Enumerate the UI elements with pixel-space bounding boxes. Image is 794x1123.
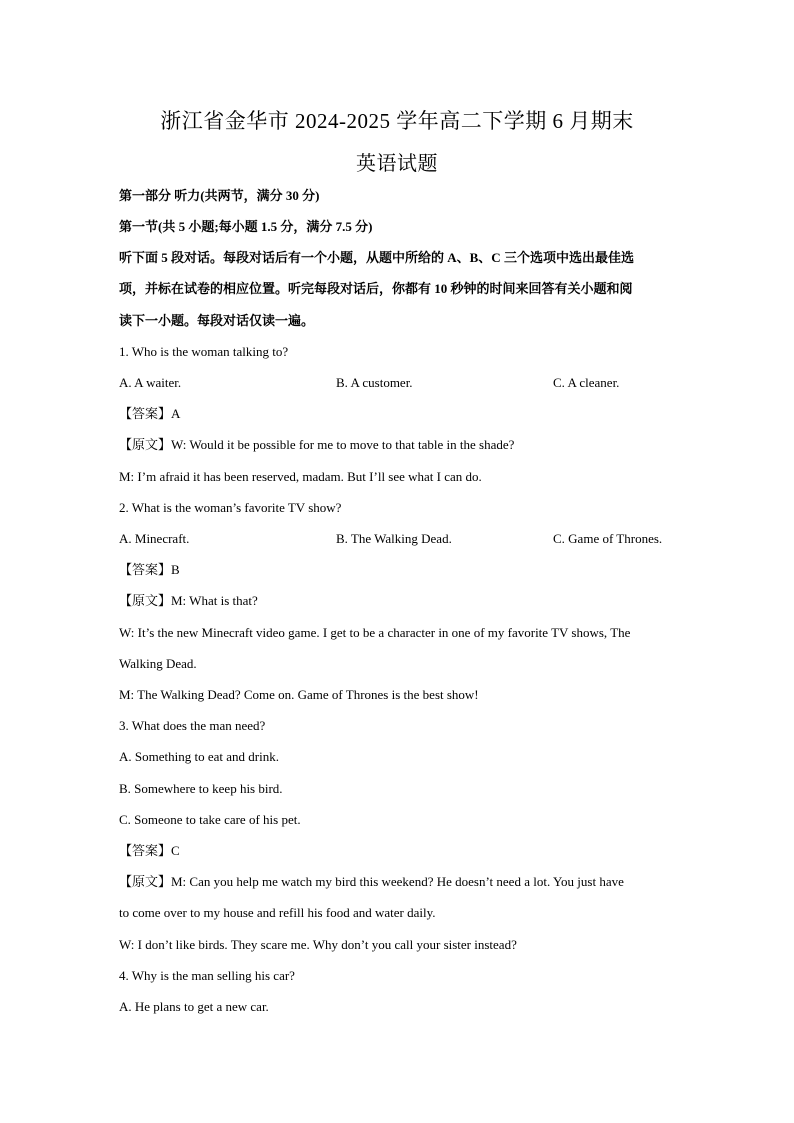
q3-option-c: C. Someone to take care of his pet. <box>119 812 301 827</box>
q3-script-line: 【原文】M: Can you help me watch my bird this weekend? He doesn’t need a lot. You just have <box>119 874 624 889</box>
q3-script-line: to come over to my house and refill his food and water daily. <box>119 905 436 920</box>
q1-script-line: 【原文】W: Would it be possible for me to move to that table in the shade? <box>119 437 515 452</box>
q3-script-line: W: I don’t like birds. They scare me. Why don’t you call your sister instead? <box>119 937 517 952</box>
q2-script-line: M: The Walking Dead? Come on. Game of Thrones is the best show! <box>119 687 479 702</box>
instruction-line: 听下面 5 段对话。每段对话后有一个小题，从题中所给的 A、B、C 三个选项中选出最佳选 <box>119 250 634 265</box>
question-2: 2. What is the woman’s favorite TV show? <box>119 500 342 515</box>
q1-option-b: B. A customer. <box>336 375 413 390</box>
q2-option-a: A. Minecraft. <box>119 531 190 546</box>
instruction-line: 项，并标在试卷的相应位置。听完每段对话后，你都有 10 秒钟的时间来回答有关小题和阅 <box>119 281 633 296</box>
q2-script-line: Walking Dead. <box>119 656 197 671</box>
q2-answer: 【答案】B <box>119 562 180 577</box>
section-heading: 第一节(共 5 小题;每小题 1.5 分，满分 7.5 分) <box>119 219 373 234</box>
q1-script-line: M: I’m afraid it has been reserved, madam. But I’ll see what I can do. <box>119 469 482 484</box>
q3-answer: 【答案】C <box>119 843 180 858</box>
q2-option-b: B. The Walking Dead. <box>336 531 452 546</box>
question-1: 1. Who is the woman talking to? <box>119 344 289 359</box>
q4-option-a: A. He plans to get a new car. <box>119 999 269 1014</box>
instruction-line: 读下一小题。每段对话仅读一遍。 <box>119 313 315 328</box>
q3-option-a: A. Something to eat and drink. <box>119 749 279 764</box>
question-4: 4. Why is the man selling his car? <box>119 968 295 983</box>
q1-answer: 【答案】A <box>119 406 181 421</box>
q2-script-line: W: It’s the new Minecraft video game. I get to be a character in one of my favorite TV shows, The <box>119 625 631 640</box>
q2-option-c: C. Game of Thrones. <box>553 531 663 546</box>
document-title: 浙江省金华市 2024-2025 学年高二下学期 6 月期末 <box>160 109 634 133</box>
document-subtitle: 英语试题 <box>356 153 438 175</box>
q2-script-line: 【原文】M: What is that? <box>119 593 258 608</box>
q1-option-a: A. A waiter. <box>119 375 182 390</box>
q3-option-b: B. Somewhere to keep his bird. <box>119 781 283 796</box>
q1-option-c: C. A cleaner. <box>553 375 620 390</box>
question-3: 3. What does the man need? <box>119 718 266 733</box>
part-heading: 第一部分 听力(共两节，满分 30 分) <box>119 188 320 203</box>
